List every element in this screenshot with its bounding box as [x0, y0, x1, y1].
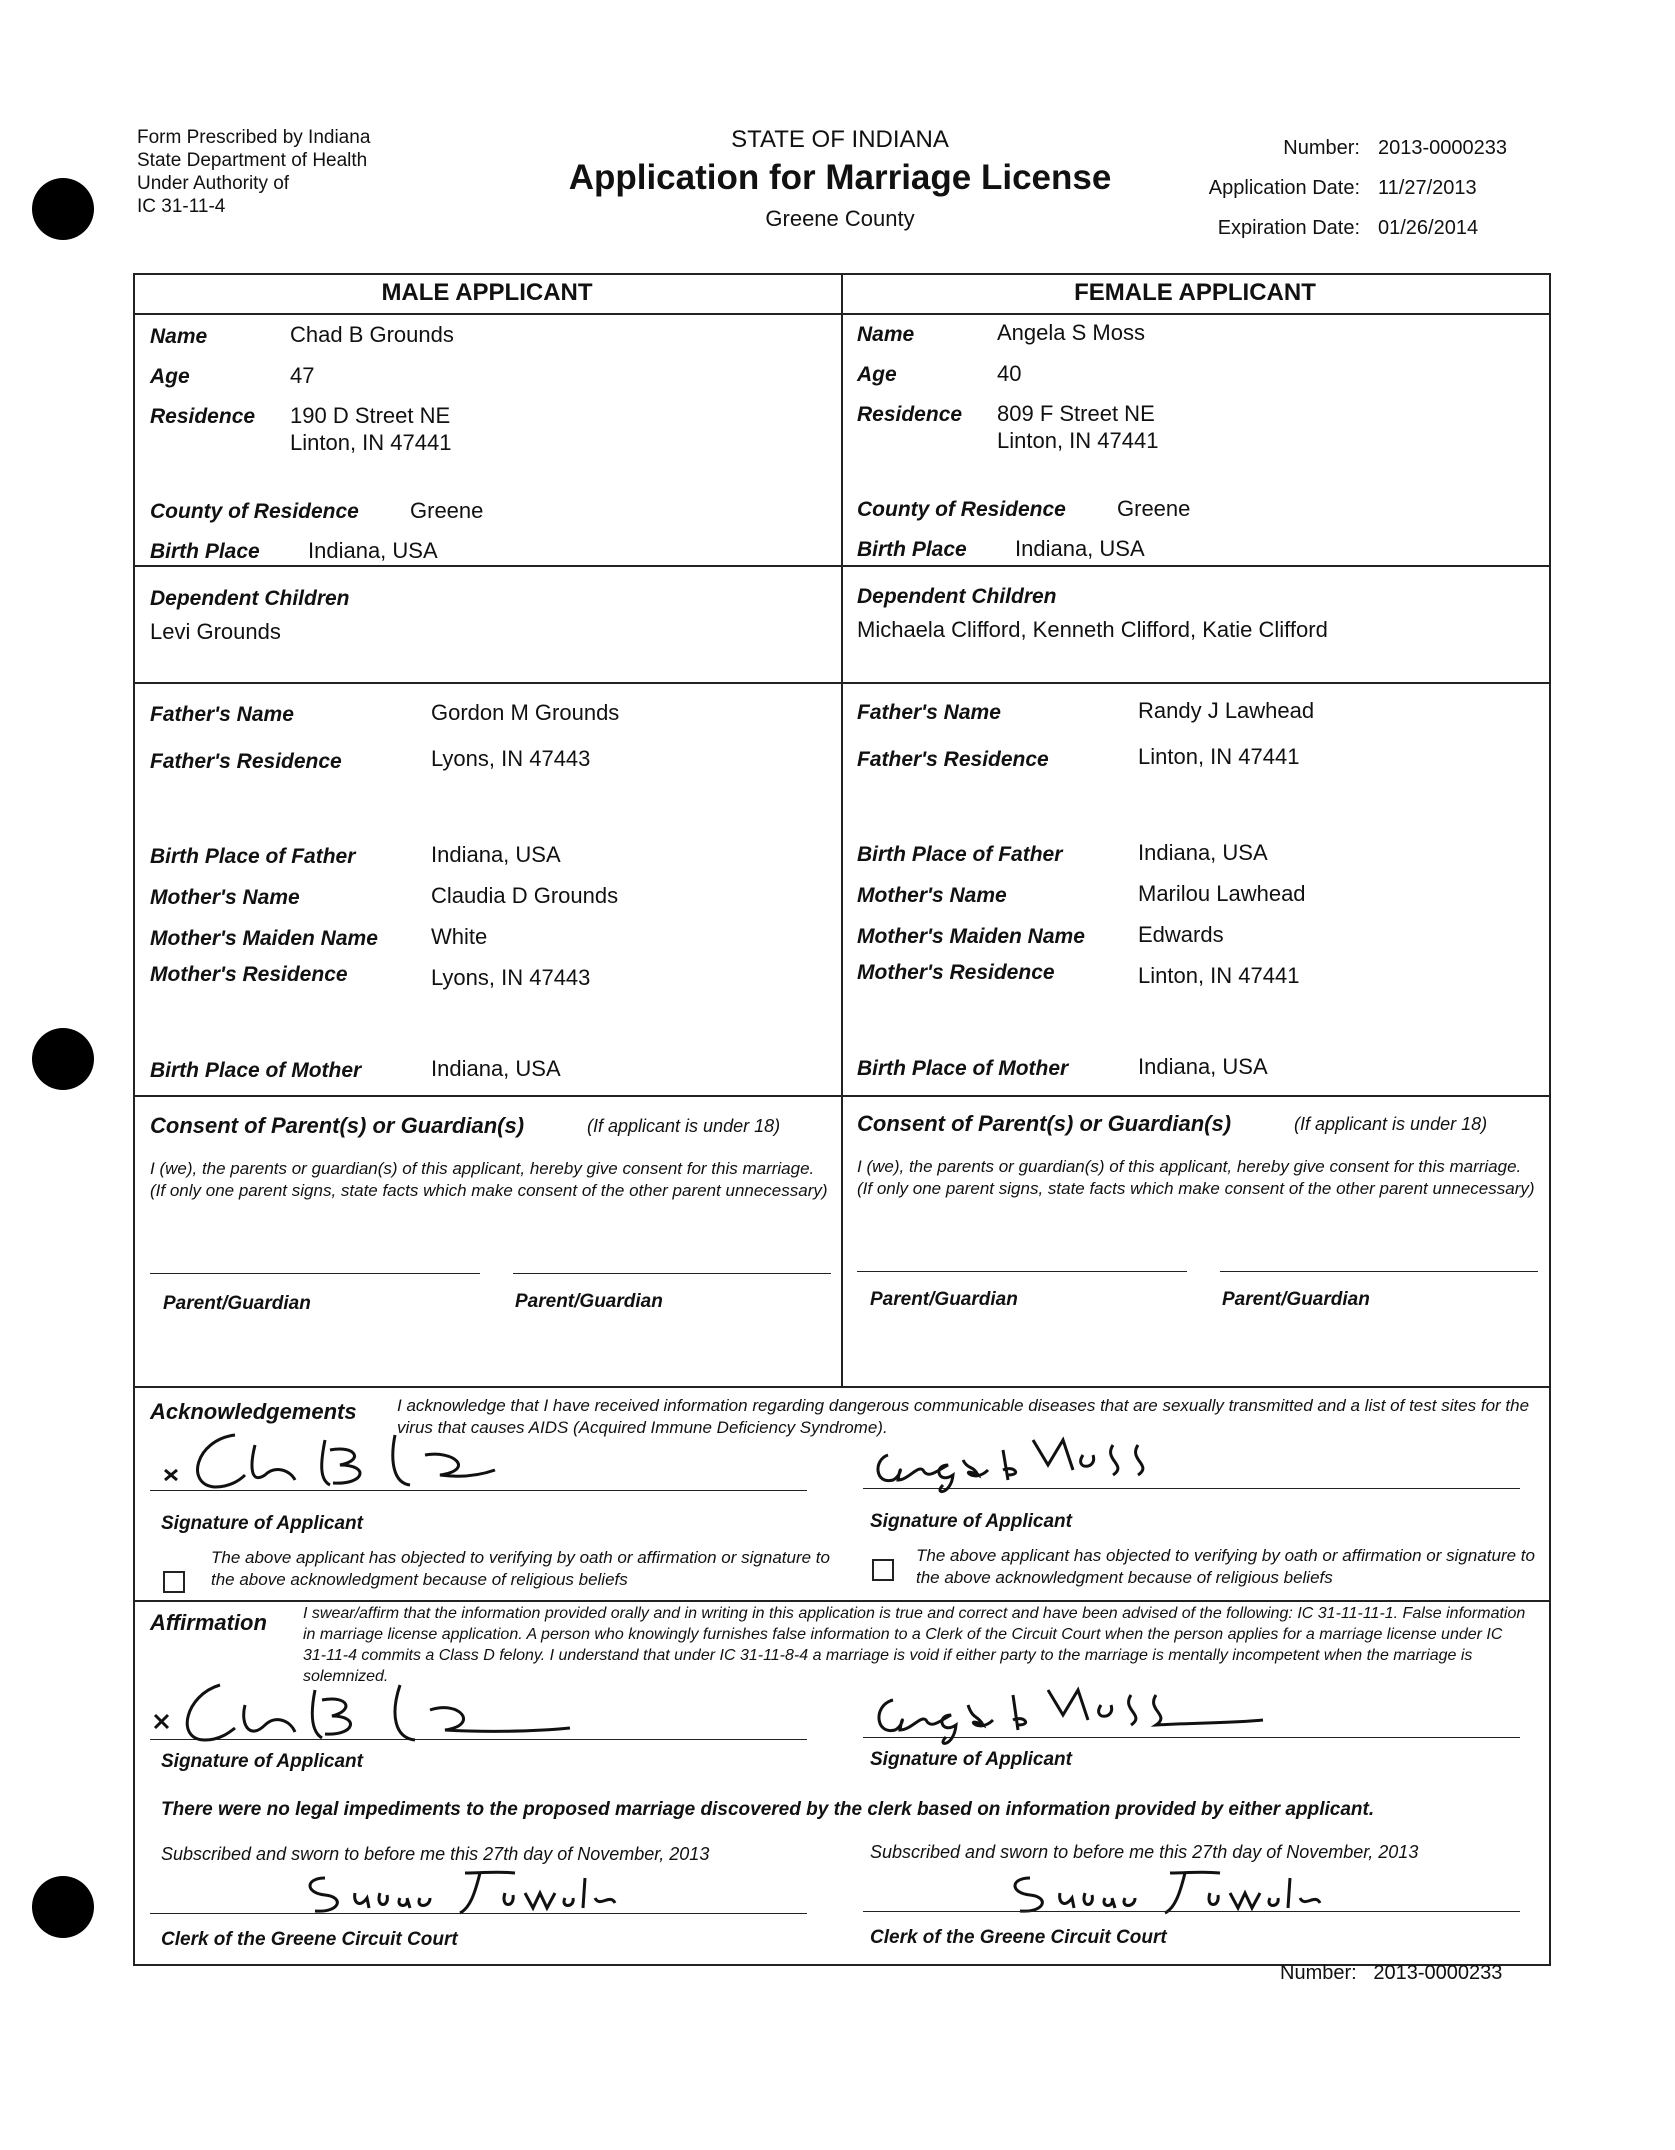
residence-label: Residence — [857, 403, 963, 426]
parent-guardian-label: Parent/Guardian — [870, 1289, 1018, 1310]
state-name: STATE OF INDIANA — [731, 126, 949, 153]
affirmation-text: I swear/affirm that the information provided orally and in writing in this application is true and correct and have been advised of the following: IC 31-11-11-1. False information in marriage license application. A person who knowingly furnishes false information to a Clerk of the Circuit Court when the person applies for a marriage license under IC 31-11-4 commits a Class D felony. I understand that under IC 31-11-8-4 a marriage is void if either party to the marriage is mentally incompetent when the marriage is solemnized. — [303, 1605, 1526, 1685]
divider — [135, 1386, 1549, 1388]
male-clerk-signature-line — [150, 1913, 807, 1914]
application-form — [133, 273, 1551, 1966]
female-name: Angela S Moss — [997, 320, 1145, 345]
male-signature-image — [155, 1415, 515, 1495]
male-applicant-heading: MALE APPLICANT — [381, 279, 593, 306]
mothers-maiden-label: Mother's Maiden Name — [150, 927, 378, 950]
authority-line: IC 31-11-4 — [137, 196, 226, 217]
male-mother-residence: Lyons, IN 47443 — [431, 965, 591, 990]
authority-line: Under Authority of — [137, 173, 290, 194]
punch-hole-bottom — [32, 1876, 94, 1938]
footer-number-value: 2013-0000233 — [1373, 1962, 1503, 1984]
female-signature-image — [863, 1425, 1223, 1495]
license-info — [1150, 128, 1530, 248]
male-name: Chad B Grounds — [290, 322, 454, 347]
application-date-label: Application Date: — [1208, 176, 1360, 199]
signature-of-applicant-label: Signature of Applicant — [870, 1749, 1072, 1770]
county-label: County of Residence — [150, 500, 359, 523]
acknowledgements-title: Acknowledgements — [150, 1399, 357, 1424]
female-subscribed-statement: Subscribed and sworn to before me this 27th day of November, 2013 — [870, 1842, 1419, 1862]
age-label: Age — [150, 365, 190, 388]
mothers-residence-label: Mother's Residence — [857, 961, 1055, 984]
clerk-label: Clerk of the Greene Circuit Court — [161, 1929, 458, 1950]
female-father-birth: Indiana, USA — [1138, 840, 1268, 865]
mothers-maiden-label: Mother's Maiden Name — [857, 925, 1085, 948]
consent-text: I (we), the parents or guardian(s) of this applicant, hereby give consent for this marriage. (If only one parent signs, state facts which make consent of the other parent unnecessary) — [150, 1159, 828, 1200]
punch-hole-top — [32, 178, 94, 240]
female-birth-place: Indiana, USA — [1015, 536, 1145, 561]
affirmation-title: Affirmation — [150, 1610, 267, 1635]
female-residence-line2: Linton, IN 47441 — [997, 428, 1159, 453]
male-residence-line2: Linton, IN 47441 — [290, 430, 452, 455]
female-mother-residence: Linton, IN 47441 — [1138, 963, 1300, 988]
application-date: 11/27/2013 — [1378, 176, 1477, 199]
divider — [135, 313, 1549, 315]
clerk-label: Clerk of the Greene Circuit Court — [870, 1927, 1167, 1948]
residence-label: Residence — [150, 405, 256, 428]
dependent-children-label: Dependent Children — [150, 587, 350, 610]
consent-note: (If applicant is under 18) — [587, 1116, 781, 1136]
female-clerk-signature-image — [1000, 1863, 1340, 1923]
female-county: Greene — [1117, 496, 1191, 521]
parent-signature-line — [1220, 1271, 1538, 1272]
male-father-birth: Indiana, USA — [431, 842, 561, 867]
female-mother-maiden: Edwards — [1138, 922, 1224, 947]
authority-line: State Department of Health — [137, 150, 368, 171]
no-impediments-statement: There were no legal impediments to the proposed marriage discovered by the clerk based on information provided by either applicant. — [161, 1799, 1375, 1820]
birth-place-mother-label: Birth Place of Mother — [857, 1057, 1069, 1080]
male-mother-birth: Indiana, USA — [431, 1056, 561, 1081]
female-father-residence: Linton, IN 47441 — [1138, 744, 1300, 769]
female-affirmation-signature-image — [863, 1675, 1283, 1750]
male-age: 47 — [290, 363, 315, 388]
name-label: Name — [857, 323, 915, 346]
female-mother-birth: Indiana, USA — [1138, 1054, 1268, 1079]
fathers-name-label: Father's Name — [857, 701, 1001, 724]
footer-number — [1280, 1962, 1502, 1985]
punch-hole-middle — [32, 1028, 94, 1090]
authority-line: Form Prescribed by Indiana — [137, 127, 371, 148]
male-clerk-signature-image — [295, 1863, 635, 1923]
column-divider — [841, 275, 843, 1388]
male-mother-maiden: White — [431, 924, 488, 949]
page-title: Application for Marriage License — [568, 158, 1112, 197]
county-label: County of Residence — [857, 498, 1066, 521]
number-label: Number: — [1283, 136, 1360, 159]
female-objection-checkbox[interactable] — [872, 1559, 894, 1581]
male-subscribed-statement: Subscribed and sworn to before me this 27th day of November, 2013 — [161, 1844, 710, 1864]
mothers-name-label: Mother's Name — [150, 886, 300, 909]
female-applicant-heading: FEMALE APPLICANT — [1074, 279, 1316, 306]
birth-place-father-label: Birth Place of Father — [150, 845, 356, 868]
parent-guardian-label: Parent/Guardian — [1222, 1289, 1370, 1310]
male-affirmation-signature-image — [150, 1670, 590, 1750]
divider — [135, 565, 1549, 567]
female-children: Michaela Clifford, Kenneth Clifford, Katie Clifford — [857, 617, 1328, 642]
divider — [135, 1095, 1549, 1097]
county-name: Greene County — [765, 206, 915, 231]
footer-number-label: Number: — [1280, 1962, 1357, 1984]
male-mother-name: Claudia D Grounds — [431, 883, 619, 908]
expiration-date-label: Expiration Date: — [1217, 216, 1360, 239]
parent-signature-line — [513, 1273, 831, 1274]
fathers-residence-label: Father's Residence — [857, 748, 1049, 771]
male-father-residence: Lyons, IN 47443 — [431, 746, 591, 771]
expiration-date: 01/26/2014 — [1378, 216, 1479, 239]
form-authority — [137, 126, 437, 218]
female-objection-text: The above applicant has objected to verifying by oath or affirmation or signature to the above acknowledgment because of religious beliefs — [916, 1546, 1535, 1587]
age-label: Age — [857, 363, 897, 386]
mothers-residence-label: Mother's Residence — [150, 963, 348, 986]
acknowledgements-text: I acknowledge that I have received information regarding dangerous communicable diseases that are sexually transmitted and a list of test sites for the virus that causes AIDS (Acquired Immune Deficiency Syndrome). — [397, 1396, 1530, 1437]
male-father-name: Gordon M Grounds — [431, 700, 620, 725]
consent-text: I (we), the parents or guardian(s) of this applicant, hereby give consent for this marriage. (If only one parent signs, state facts which make consent of the other parent unnecessary) — [857, 1157, 1535, 1198]
parent-guardian-label: Parent/Guardian — [515, 1291, 663, 1312]
male-objection-text: The above applicant has objected to verifying by oath or affirmation or signature to the above acknowledgment because of religious beliefs — [211, 1548, 830, 1589]
parent-guardian-label: Parent/Guardian — [163, 1293, 311, 1314]
female-age: 40 — [997, 361, 1022, 386]
fathers-name-label: Father's Name — [150, 703, 294, 726]
parent-signature-line — [150, 1273, 480, 1274]
male-objection-checkbox[interactable] — [163, 1571, 185, 1593]
male-birth-place: Indiana, USA — [308, 538, 438, 563]
fathers-residence-label: Father's Residence — [150, 750, 342, 773]
female-clerk-signature-line — [863, 1911, 1520, 1912]
consent-title: Consent of Parent(s) or Guardian(s) — [150, 1113, 525, 1138]
parent-signature-line — [857, 1271, 1187, 1272]
signature-of-applicant-label: Signature of Applicant — [161, 1751, 363, 1772]
female-father-name: Randy J Lawhead — [1138, 698, 1315, 723]
consent-title: Consent of Parent(s) or Guardian(s) — [857, 1111, 1232, 1136]
mothers-name-label: Mother's Name — [857, 884, 1007, 907]
signature-of-applicant-label: Signature of Applicant — [161, 1513, 363, 1534]
male-children: Levi Grounds — [150, 619, 281, 644]
signature-of-applicant-label: Signature of Applicant — [870, 1511, 1072, 1532]
female-residence-line1: 809 F Street NE — [997, 401, 1155, 426]
male-county: Greene — [410, 498, 484, 523]
birth-place-label: Birth Place — [857, 538, 967, 561]
birth-place-label: Birth Place — [150, 540, 260, 563]
divider — [135, 682, 1549, 684]
birth-place-mother-label: Birth Place of Mother — [150, 1059, 362, 1082]
license-number: 2013-0000233 — [1378, 136, 1508, 159]
male-residence-line1: 190 D Street NE — [290, 403, 451, 428]
consent-note: (If applicant is under 18) — [1294, 1114, 1488, 1134]
name-label: Name — [150, 325, 208, 348]
divider — [135, 1600, 1549, 1602]
female-mother-name: Marilou Lawhead — [1138, 881, 1306, 906]
dependent-children-label: Dependent Children — [857, 585, 1057, 608]
birth-place-father-label: Birth Place of Father — [857, 843, 1063, 866]
